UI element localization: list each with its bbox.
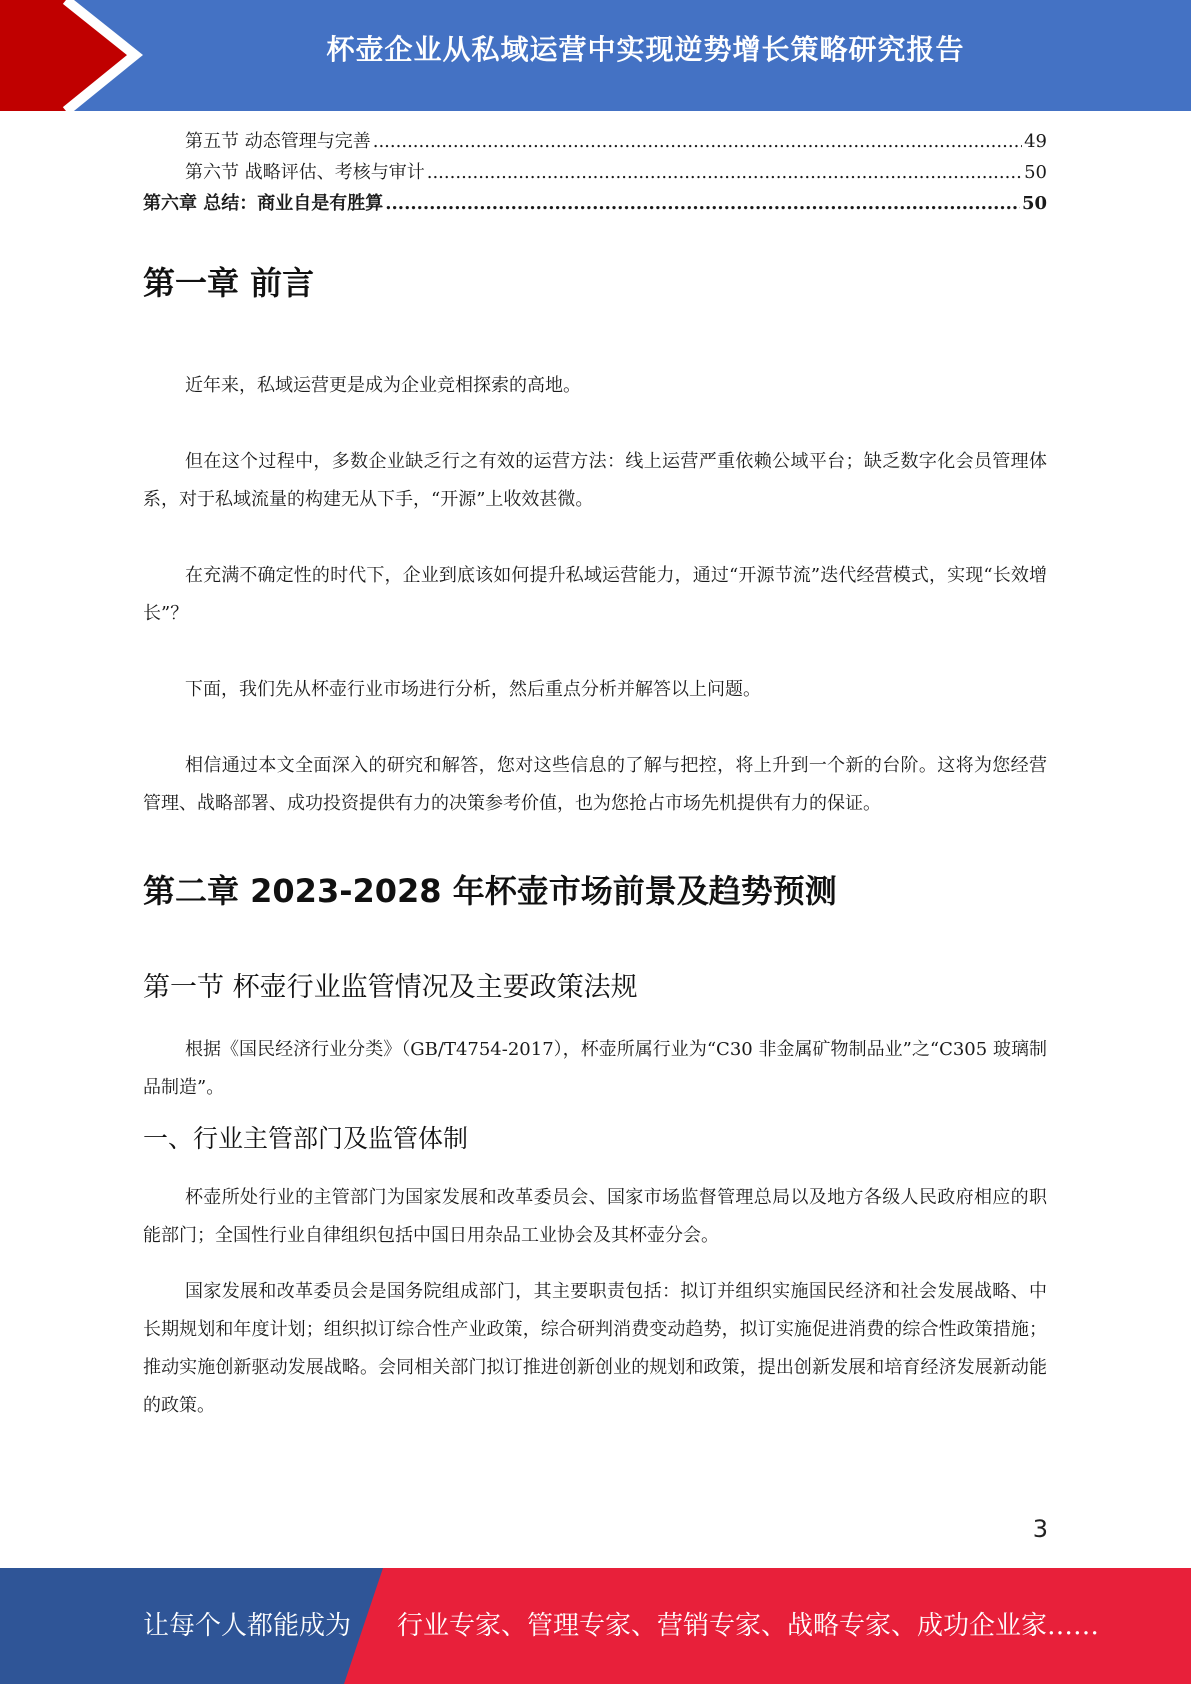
footer-slogan-right: 行业专家、管理专家、营销专家、战略专家、成功企业家…… (397, 1611, 1100, 1641)
toc-entry[interactable] (143, 127, 1047, 158)
paragraph: 杯壶所处行业的主管部门为国家发展和改革委员会、国家市场监督管理总局以及地方各级人民政府相应的职能部门；全国性行业自律组织包括中国日用杂品工业协会及其杯壶分会。 (143, 1187, 1047, 1246)
toc-dot-leader (373, 131, 1022, 152)
toc-entry[interactable] (143, 189, 1047, 220)
paragraph: 相信通过本文全面深入的研究和解答，您对这些信息的了解与把控，将上升到一个新的台阶。这将为您经营管理、战略部署、成功投资提供有力的决策参考价值，也为您抢占市场先机提供有力的保证。 (143, 755, 1047, 814)
toc-entry-label: 第六章 总结：商业自是有胜算 (143, 193, 384, 214)
chapter-heading: 第二章 2023-2028 年杯壶市场前景及趋势预测 (143, 872, 837, 910)
toc-entry[interactable] (143, 158, 1047, 189)
table-of-contents (143, 127, 1047, 220)
chapter-heading: 第一章 前言 (143, 264, 315, 302)
header-banner (0, 0, 1191, 111)
subsection-heading: 一、行业主管部门及监管体制 (143, 1124, 469, 1153)
toc-entry-page: 50 (1024, 162, 1047, 183)
paragraph: 国家发展和改革委员会是国务院组成部门，其主要职责包括：拟订并组织实施国民经济和社会发展战略、中长期规划和年度计划；组织拟订综合性产业政策，综合研判消费变动趋势，拟订实施促进消费的综合性政策措施；推动实施创新驱动发展战略。会同相关部门拟订推进创新创业的规划和政策，提出创新发展和培育经济发展新动能的政策。 (143, 1281, 1047, 1416)
section-heading: 第一节 杯壶行业监管情况及主要政策法规 (143, 972, 638, 1003)
toc-entry-page: 49 (1024, 131, 1047, 152)
paragraph: 根据《国民经济行业分类》（GB/T4754-2017），杯壶所属行业为“C30 非金属矿物制品业”之“C305 玻璃制品制造”。 (143, 1039, 1047, 1098)
chevron-arrow-icon (0, 0, 160, 111)
paragraph: 近年来，私域运营更是成为企业竞相探索的高地。 (185, 375, 581, 396)
report-title: 杯壶企业从私域运营中实现逆势增长策略研究报告 (326, 33, 965, 66)
toc-entry-label: 第五节 动态管理与完善 (185, 131, 371, 152)
document-body (143, 255, 1047, 1425)
paragraph: 在充满不确定性的时代下，企业到底该如何提升私域运营能力，通过“开源节流”迭代经营模式，实现“长效增长”？ (143, 565, 1047, 624)
paragraph: 但在这个过程中，多数企业缺乏行之有效的运营方法：线上运营严重依赖公域平台；缺乏数字化会员管理体系，对于私域流量的构建无从下手，“开源”上收效甚微。 (143, 451, 1047, 510)
toc-dot-leader (385, 193, 1020, 214)
toc-dot-leader (427, 162, 1022, 183)
toc-entry-page: 50 (1021, 193, 1047, 214)
footer-banner (0, 1568, 1191, 1684)
toc-entry-label: 第六节 战略评估、考核与审计 (185, 162, 425, 183)
page-number: 3 (1032, 1515, 1048, 1543)
paragraph: 下面，我们先从杯壶行业市场进行分析，然后重点分析并解答以上问题。 (185, 679, 761, 700)
footer-slogan-left: 让每个人都能成为 (143, 1611, 352, 1641)
